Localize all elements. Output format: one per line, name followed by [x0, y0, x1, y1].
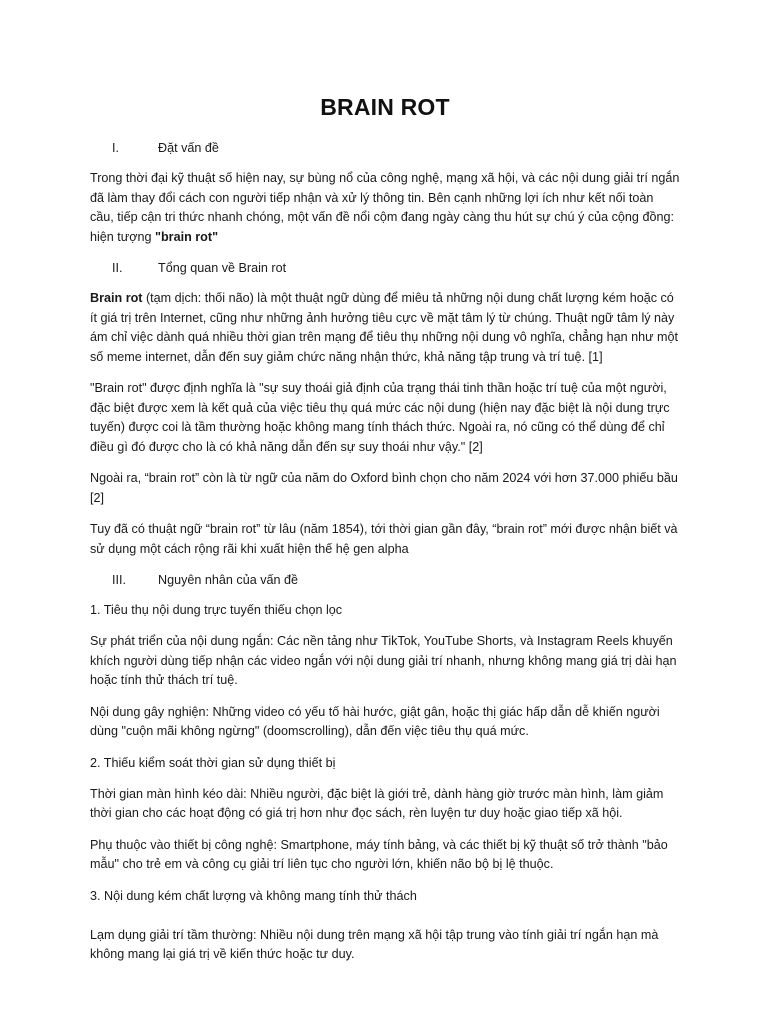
paragraph-quote: "Brain rot" được định nghĩa là "sự suy thoái giả định của trạng thái tinh thần hoặc trí tuệ của một người, đặc biệt được xem là kết quả của việc tiêu thụ quá mức các nội dung (hiện nay đặc biệt là nội dung trực tuyến) được coi là tầm thường hoặc không mang tính thách thức. Ngoài ra, nó cũng có thể dùng để chỉ điều gì đó được cho là có khả năng dẫn đến sự suy thoái như vậy." [2]	[90, 381, 670, 454]
paragraph-text: , dẫn đến suy giảm chức năng nhận thức,	[187, 349, 425, 364]
bold-term: Brain rot	[90, 291, 143, 305]
paragraph-addictive-content: Nội dung gây nghiện: Những video có yếu tố hài hước, giật gân, hoặc thị giác hấp dẫn dễ khiến người dùng "cuộn mãi không ngừng" (doomscrolling), dẫn đến việc tiêu thụ quá mức.	[90, 704, 660, 738]
document-title: BRAIN ROT	[320, 94, 450, 120]
term-meme-internet: meme internet	[106, 349, 188, 364]
paragraph-text: và	[529, 349, 550, 364]
subheading-3: 3. Nội dung kém chất lượng và không mang tính thử thách	[90, 888, 417, 903]
bold-term: "brain rot"	[155, 229, 219, 244]
paragraph-definition	[90, 289, 680, 367]
section-label: Đặt vấn đề	[158, 141, 219, 155]
paragraph-oxford: Ngoài ra, “brain rot” còn là từ ngữ của năm do Oxford bình chọn cho năm 2024 với hơn 37.000 phiếu bầu [2]	[90, 471, 678, 505]
section-heading-2	[90, 259, 680, 277]
paragraph-text: (tạm dịch: thối não) là một thuật ngữ dùng để miêu tả những nội dung chất lượng kém hoặc có ít giá trị trên Internet, cũng như những ảnh hưởng tiêu cực về mặt tâm lý từ chúng. Thuật ngữ tâm lý này ám chỉ việc dành quá nhiều thời gian trên mạng để tiêu thụ những nội dung vô nghĩa, chẳng hạn như một số	[90, 291, 679, 364]
term-focus: khả năng tập trung	[424, 349, 530, 364]
subheading-2: 2. Thiếu kiểm soát thời gian sử dụng thiết bị	[90, 755, 336, 770]
section-number: III.	[112, 573, 126, 587]
term-intelligence: trí tuệ	[549, 349, 582, 364]
paragraph-short-content: Sự phát triển của nội dung ngắn: Các nền tảng như TikTok, YouTube Shorts, và Instagram Reels khuyến khích người dùng tiếp nhận các video ngắn với nội dung giải trí nhanh, nhưng không mang giá trị dài hạn hoặc tính thử thách trí tuệ.	[90, 634, 677, 687]
paragraph-text: Trong thời đại kỹ thuật số hiện nay, sự bùng nổ của công nghệ, mạng xã hội, và các nội dung giải trí ngắn đã làm thay đổi cách con người tiếp nhận và xử lý thông tin. Bên cạnh những lợi ích như kết nối toàn cầu, tiếp cận tri thức nhanh chóng, một vấn đề nổi cộm đang ngày càng thu hút sự chú ý của cộng đồng: hiện tượng	[90, 171, 680, 244]
section-label: Tổng quan về Brain rot	[158, 261, 287, 275]
section-number: II.	[112, 261, 123, 275]
paragraph-text: . [1]	[581, 349, 603, 364]
section-number: I.	[112, 141, 119, 155]
section-label: Nguyên nhân của vấn đề	[158, 573, 299, 587]
section-heading-3	[90, 571, 680, 589]
paragraph-trivial-entertainment: Lạm dụng giải trí tầm thường: Nhiều nội dung trên mạng xã hội tập trung vào tính giải trí ngắn hạn mà không mang lại giá trị về kiến thức hoặc tư duy.	[90, 927, 659, 961]
paragraph-device-dependence: Phụ thuộc vào thiết bị công nghệ: Smartphone, máy tính bảng, và các thiết bị kỹ thuật số trở thành "bảo mẫu" cho trẻ em và công cụ giải trí liên tục cho người lớn, khiến não bộ bị lệ thuộc.	[90, 837, 668, 871]
paragraph-screen-time: Thời gian màn hình kéo dài: Nhiều người, đặc biệt là giới trẻ, dành hàng giờ trước màn hình, làm giảm thời gian cho các hoạt động có giá trị hơn như đọc sách, rèn luyện tư duy hoặc giao tiếp xã hội.	[90, 786, 664, 820]
paragraph-history: Tuy đã có thuật ngữ “brain rot” từ lâu (năm 1854), tới thời gian gần đây, “brain rot” mới được nhận biết và sử dụng một cách rộng rãi khi xuất hiện thế hệ gen alpha	[90, 522, 678, 556]
section-heading-1	[90, 139, 680, 157]
paragraph-intro	[90, 169, 680, 247]
subheading-1: 1. Tiêu thụ nội dung trực tuyến thiếu chọn lọc	[90, 603, 343, 617]
